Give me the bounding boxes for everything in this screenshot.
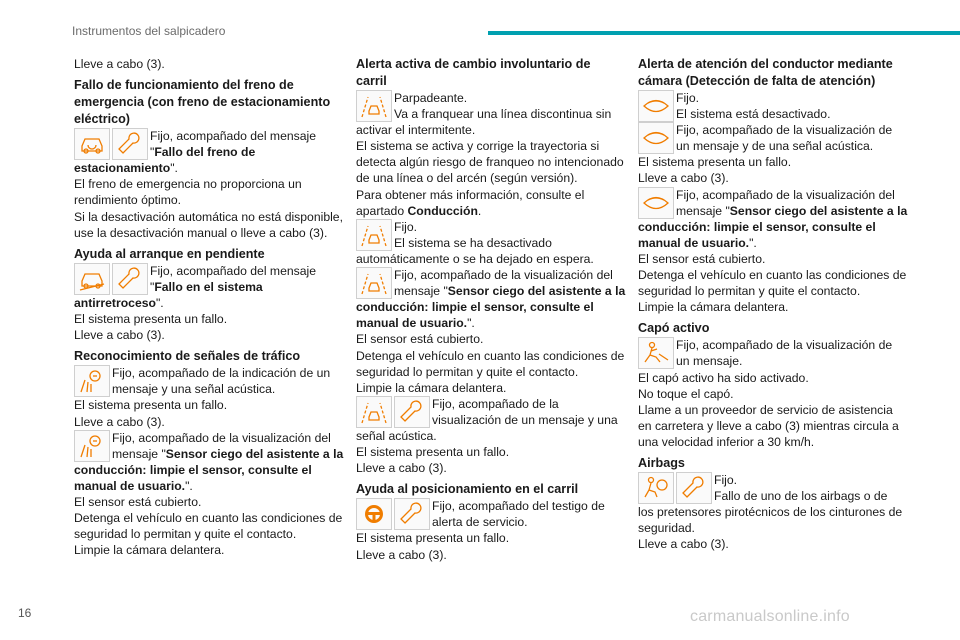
column-2: Alerta activa de cambio involuntario de carril Parpadeante. Va a franquear una línea discontinua sin activar el intermitente. El sistema se activa y corrige la trayectoria si detecta algún riesgo de franqueo no intencionado de una línea o del arcén (según versión). Para obtener más información, consulte el apartado Conducción. Fijo. El sistema se ha desactivado automáticamente o se ha dejado en espera. Fijo, acompañado de la visualización del mensaje "Sensor ciego del asistente a la conducción: limpie el sensor, consulte el manual de usuario.". El sensor está cubierto. Detenga el vehículo en cuanto las condiciones de seguridad lo permitan y quite el contacto. Limpie la cámara delantera. Fijo, acompañado de la visualización de un mensaje y una señal acústica. El sistema presenta un fallo. Lleve a cabo (3). Ayuda al posicionamiento en el carril Fijo, acompañado del testigo de alerta de servicio. El sistema presenta un fallo. Lleve a cabo (3). bbox=[356, 56, 628, 563]
lane-departure-icon bbox=[356, 396, 392, 428]
icon-block: Fijo, acompañado de la visualización de un mensaje y una bbox=[356, 396, 628, 428]
icon-block: Fijo, acompañado del mensaje "Fallo del freno de estacionamiento". bbox=[74, 129, 316, 176]
wrench-icon bbox=[676, 472, 712, 504]
lane-departure-icon bbox=[356, 219, 392, 251]
wrench-icon bbox=[394, 498, 430, 530]
section-heading: carril bbox=[356, 74, 387, 88]
column-3: Alerta de atención del conductor mediante cámara (Detección de falta de atención) Fijo. El sistema está desactivado. Fijo, acompañado de la visualización de un mensaje y de una señal acústica. El sistema presenta un fallo. Lleve a cabo (3). Fijo, acompañado de la visualización del mensaje "Sensor ciego del asistente a la conducción: limpie el sensor, consulte el manual de usuario.". El sensor está cubierto. Detenga el vehículo en cuanto las condiciones de seguridad lo permitan y quite el contacto. Limpie la cámara delantera. Capó activo Fijo, acompañado de la visualización de un mensaje. El capó activo ha sido activado. No toque el capó. Llame a un proveedor de servicio de asistencia en carretera y lleve a cabo (3) mientras circula a una velocidad inferior a 30 km/h. Airbags Fijo. Fallo de uno de los airbags o de los pretensores pirotécnicos de los cinturones de seguridad. Lleve a cabo (3). bbox=[638, 56, 910, 552]
driver-attention-eye-icon bbox=[638, 122, 674, 154]
lane-departure-icon bbox=[356, 90, 392, 122]
icon-block: Fijo, acompañado de la visualización del mensaje "Sensor ciego del asistente a la bbox=[356, 267, 628, 299]
body-text: Lleve a cabo (3). bbox=[74, 57, 165, 71]
traffic-sign-camera-icon bbox=[74, 430, 110, 462]
section-heading: Ayuda al posicionamiento en el carril bbox=[356, 482, 579, 497]
car-slope-icon bbox=[74, 263, 110, 295]
section-heading: Alerta activa de cambio involuntario de bbox=[356, 57, 591, 71]
section-heading: emergencia (con freno de estacionamiento bbox=[74, 95, 331, 110]
pedestrian-hood-icon bbox=[638, 337, 674, 369]
section-heading: Ayuda al arranque en pendiente bbox=[74, 246, 265, 261]
section-heading: cámara (Detección de falta de atención) bbox=[638, 74, 876, 88]
icon-block: Parpadeante. Va a franquear una línea discontinua sin bbox=[356, 90, 628, 122]
watermark: carmanualsonline.info bbox=[690, 608, 850, 625]
driver-attention-eye-icon bbox=[638, 187, 674, 219]
icon-block: Fijo, acompañado del mensaje "Fallo en el sistema antirretroceso". bbox=[74, 263, 316, 310]
driver-attention-eye-icon bbox=[638, 90, 674, 122]
traffic-sign-camera-icon bbox=[74, 365, 110, 397]
steering-wheel-icon bbox=[356, 498, 392, 530]
icon-block: Fijo. El sistema está desactivado. bbox=[638, 90, 910, 122]
icon-block: Fijo, acompañado de la indicación de un mensaje y una señal acústica. bbox=[74, 365, 346, 397]
section-heading: Airbags bbox=[638, 455, 685, 470]
section-heading: Fallo de funcionamiento del freno de bbox=[74, 78, 294, 93]
section-heading: Reconocimiento de señales de tráfico bbox=[74, 349, 301, 364]
section-heading: Alerta de atención del conductor mediante bbox=[638, 57, 893, 71]
section-heading: eléctrico) bbox=[74, 112, 130, 127]
icon-block: Fijo, acompañado de la visualización del mensaje "Sensor ciego del asistente a la bbox=[74, 430, 346, 462]
lane-departure-icon bbox=[356, 267, 392, 299]
icon-block: Fijo, acompañado de la visualización de un mensaje. bbox=[638, 337, 910, 369]
column-1: Lleve a cabo (3). Fallo de funcionamiento del freno de emergencia (con freno de estacionamiento eléctrico) Fijo, acompañado del mensaje "Fallo del freno de estacionamiento". El freno de emergencia no proporciona un rendimiento óptimo. Si la desactivación automática no está disponible, use la desactivación manual o lleve a cabo (3). Ayuda al arranque en pendiente Fijo, acompañado del mensaje "Fallo en el sistema antirretroceso". El sistema presenta un fallo. Lleve a cabo (3). Reconocimiento de señales de tráfico Fijo, acompañado de la indicación de un mensaje y una señal acústica. El sistema presenta un fallo. Lleve a cabo (3). Fijo, acompañado de la visualización del mensaje "Sensor ciego del asistente a la conducción: limpie el sensor, consulte el manual de usuario.". El sensor está cubierto. Detenga el vehículo en cuanto las condiciones de seguridad lo permitan y quite el contacto. Limpie la cámara delantera. bbox=[74, 56, 346, 558]
wrench-icon bbox=[394, 396, 430, 428]
section-heading: Capó activo bbox=[638, 321, 710, 336]
icon-block: Fijo. Fallo de uno de los airbags o de bbox=[638, 472, 910, 504]
header-accent-bar bbox=[488, 31, 960, 35]
wrench-icon bbox=[112, 128, 148, 160]
car-brake-icon bbox=[74, 128, 110, 160]
icon-block: Fijo, acompañado del testigo de alerta de servicio. bbox=[356, 498, 628, 530]
icon-block: Fijo. El sistema se ha desactivado bbox=[356, 219, 628, 251]
wrench-icon bbox=[112, 263, 148, 295]
icon-block: Fijo, acompañado de la visualización del mensaje "Sensor ciego del asistente a la bbox=[638, 187, 910, 219]
running-header: Instrumentos del salpicadero bbox=[72, 24, 226, 38]
page-number: 16 bbox=[18, 606, 32, 620]
icon-block: Fijo, acompañado de la visualización de un mensaje y de una señal acústica. bbox=[638, 122, 910, 154]
airbag-icon bbox=[638, 472, 674, 504]
